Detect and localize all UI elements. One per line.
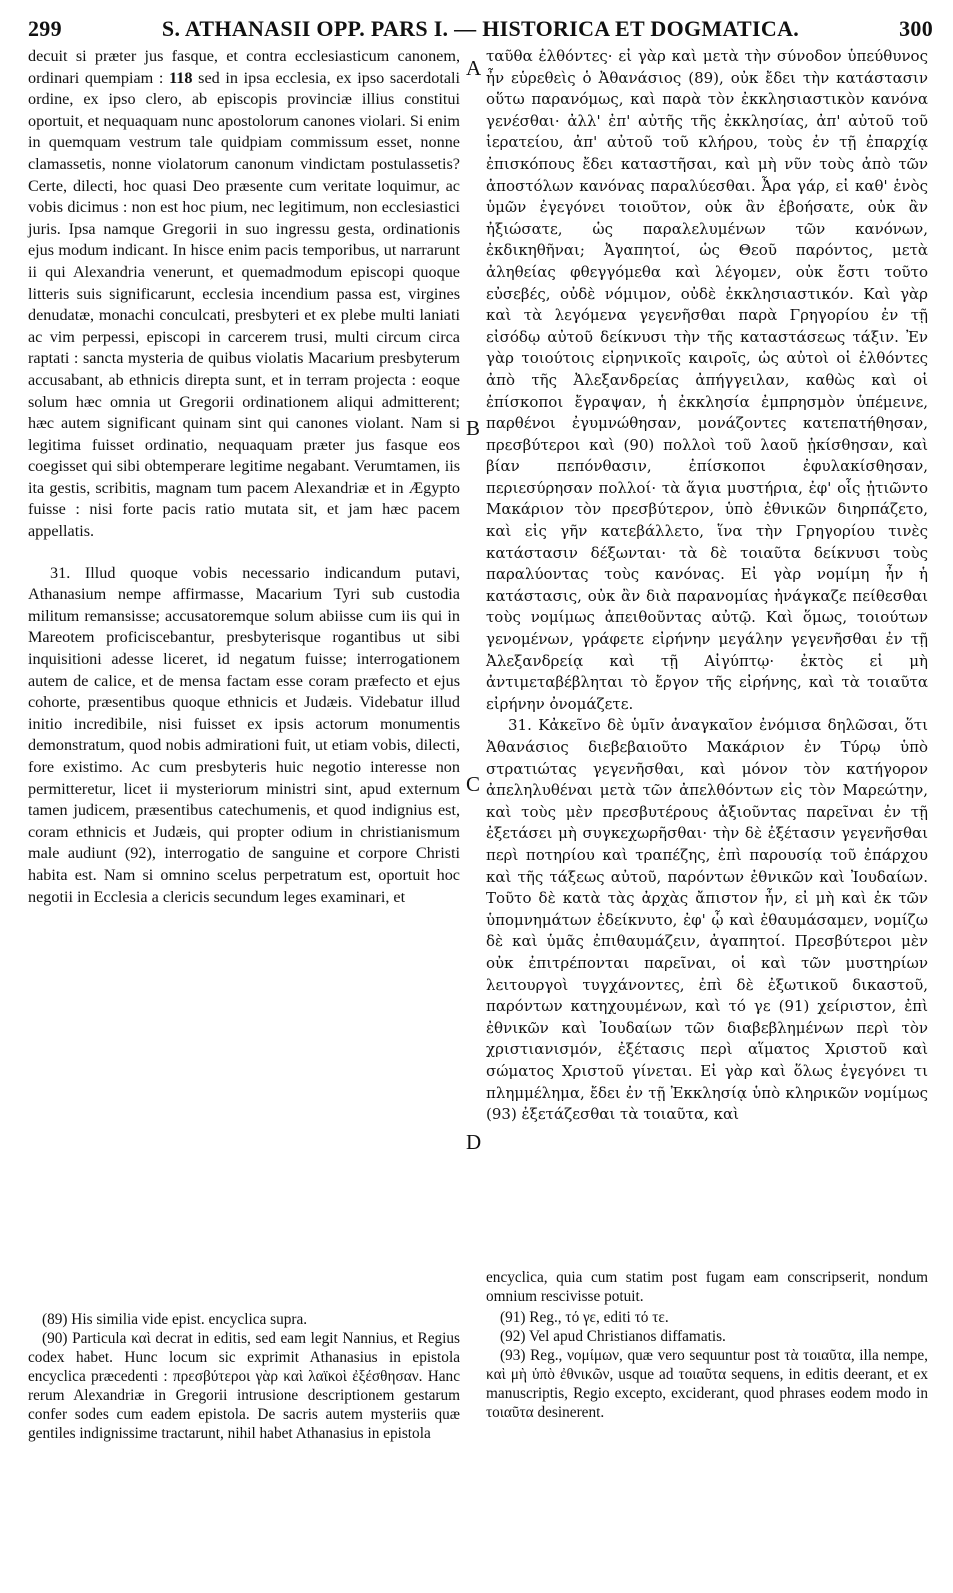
latin-paragraph-1 (28, 46, 460, 543)
margin-letter-b: B (466, 416, 481, 440)
page-title: S. ATHANASII OPP. PARS I. — HISTORICA ET DOGMATICA. (161, 16, 800, 41)
latin-paragraph-31: 31. Illud quoque vobis necessario indicandum putavi, Athanasium nempe affirmasse, Macarium Tyri sub custodia militum remansisse; accusatoremque solum abiisse cum iis qui in Mareotem proficiscebantur, presbyterisque rogantibus ut sibi inquisitioni adesse liceret, id negatum fuisse; interrogationem autem de calice, et de mensa factam esse coram præfecto et ejus cohorte, præsentibus quoque ethnicis et Judæis. Videbatur illud initio incredibile, nisi fuisset ex ipsis actorum monumentis demonstratum, quod nobis admirationi fuit, ut etiam vobis, dilecti, fore existimo. Ac cum presbyteris huic negotio interesse non permitteretur, licet ii mysteriorum ministri sint, apud externum tamen judicem, præsentibus catechumenis, et quod indignius est, coram ethnicis et Judæis, qui propter odium in christianismum male audiunt (92), interrogatio de sanguine et corpore Christi habita est. Nam si omnino scelus perpetratum est, oportuit hoc negotii in Ecclesia a clericis secundum leges examinari, et (28, 563, 460, 906)
latin-text-1b: sed in ipsa ecclesia, ex ipso sacerdotali ordine, ex ipso clero, ab episcopis provinciæ illius constitui oportuit, et nequaquam nunc apostolorum canones violari. Si enim in quemquam vestrum tale quidpiam commissum esset, nonne clamassetis, nonne violatorum canonum vindictam postulassetis? Certe, dilecti, hoc quasi Deo præsente cum veritate loquimur, ac vobis dicimus : non est hoc pium, nec legitimum, non ecclesiastici juris. Ipsa namque Gregorii in suo ingressu gesta, ordinationis ejus modum indicant. In hisce enim pacis temporibus, ut narrarunt ii qui Alexandria venerunt, et quemadmodum episcopi quoque litteris suis significarunt, ecclesia incendium passa est, virgines denudatæ, monachi conculcati, presbyteri et ex plebe multi laniati ac vim perpessi, episcopi in carcerem trusi, multi circum circa raptati : sancta mysteria de quibus violatis Macarium presbyterum accusabant, ab ethnicis direpta sunt, et in terram projecta : eoque solum hæc omnia ut Gregorii ordinationem aliqui admitterent; hæc autem significant quinam sint qui canones violant. Nam si legitima fuisset ordinatio, nequaquam præter jus fasque eos coegisset qui sibi obtemperare legitime negabant. Verumtamen, iis ita gestis, scribitis, magnam tum pacem Alexandriæ et in Ægypto fuisse : nisi forte pacis ratio mutata sit, et jam hæc pacem appellatis. (28, 68, 461, 541)
greek-footnotes (486, 1308, 928, 1422)
footnote-90: (90) Particula καὶ decrat in editis, sed eam legit Nannius, et Regius codex habet. Hunc locum sic exprimit Athanasius in epistola encyclica præcedenti : πρεσβύτεροι γὰρ καὶ λαϊκοὶ ἐξέσθησαν. Hanc rerum Alexandriæ in Gregorii intrusione descriptionem gestarum confer sodes cum eadem epistola. De sacris autem mysteriis quæ gentiles indignissime tractarunt, nihil habet Athanasius in epistola (28, 1330, 460, 1442)
page-number-left: 299 (28, 16, 62, 41)
footnote-continuation: encyclica, quia cum statim post fugam eam conscripserit, nondum omnium rescivisse potuit. (486, 1269, 928, 1305)
reference-number: 118 (169, 68, 193, 87)
footnote-91: (91) Reg., τό γε, editi τό τε. (500, 1309, 669, 1326)
page-number-right: 300 (899, 16, 933, 41)
running-header (28, 14, 933, 48)
greek-column (486, 46, 928, 1421)
greek-paragraph-31: 31. Κἀκεῖνο δὲ ὑμῖν ἀναγκαῖον ἐνόμισα δηλῶσαι, ὅτι Ἀθανάσιος διεβεβαιοῦτο Μακάριον ἐν Τύρῳ ὑπὸ στρατιώτας γεγενῆσθαι, καὶ μόνον τὸν κατήγορον ἀπεληλυθέναι μετὰ τῶν ἀπελθόντων εἰς τὸν Μαρεώτην, καὶ τοὺς μὲν πρεσβυτέρους ἀξιοῦντας παρεῖναι ἐν τῇ ἐξετάσει μὴ συγκεχωρῆσθαι· τὴν δὲ ἐξέτασιν γεγενῆσθαι περὶ ποτηρίου καὶ τραπέζης, ἐπὶ παρουσίᾳ τοῦ ἐπάρχου καὶ τῆς τάξεως αὐτοῦ, παρόντων ἐθνικῶν καὶ Ἰουδαίων. Τοῦτο δὲ κατὰ τὰς ἀρχὰς ἄπιστον ἦν, εἰ μὴ καὶ ἐκ τῶν ὑπομνημάτων ἐδείκνυτο, ἐφ' ᾧ καὶ ἐθαυμάσαμεν, νομίζω δὲ καὶ ὑμᾶς ἐπιθαυμάζειν, ἀγαπητοί. Πρεσβύτεροι μὲν οὐκ ἐπιτρέπονται παρεῖναι, οἱ καὶ τῶν μυστηρίων λειτουργοὶ τυγχάνοντες, ἐπὶ δὲ ἐξωτικοῦ δικαστοῦ, παρόντων κατηχουμένων, καὶ τό γε (91) χείριστον, ἐπὶ ἐθνικῶν καὶ Ἰουδαίων τῶν διαβεβλημένων περὶ τὸν χριστιανισμόν, ἐξέτασις περὶ αἵματος Χριστοῦ καὶ σώματος Χριστοῦ γίνεται. Εἰ γὰρ καὶ ὅλως ἐγεγόνει τι πλημμέλημα, ἔδει ἐν τῇ Ἐκκλησίᾳ ὑπὸ κληρικῶν νομίμως (93) ἐξετάζεσθαι τὰ τοιαῦτα, καὶ (486, 716, 928, 1124)
margin-letter-a: A (466, 56, 482, 80)
footnote-89: (89) His similia vide epist. encyclica supra. (42, 1311, 308, 1328)
latin-footnotes (28, 1310, 460, 1443)
margin-letter-d: D (466, 1130, 482, 1154)
footnote-92: (92) Vel apud Christianos diffamatis. (500, 1328, 726, 1345)
latin-text-1a: decuit si præter jus fasque, et contra ecclesiasticum canonem, ordinari quempiam : (28, 47, 460, 87)
greek-paragraph-1: ταῦθα ἐλθόντες· εἰ γὰρ καὶ μετὰ τὴν σύνοδον ὑπεύθυνος ἦν εὑρεθεὶς ὁ Ἀθανάσιος (89), οὐκ ἔδει τὴν κατάστασιν οὕτω παρανόμως, καὶ παρὰ τὸν ἐκκλησιαστικὸν κανόνα γενέσθαι· ἀλλ' ἐπ' αὐτῆς τῆς ἐκκλησίας, ἀπ' αὐτοῦ τοῦ ἱερατείου, ἀπ' αὐτοῦ τοῦ κλήρου, τοὺς ἐν τῇ ἐπαρχίᾳ ἐπισκόπους ἔδει καταστῆσαι, καὶ μὴ νῦν τοὺς ἀπὸ τῶν ἀποστόλων κανόνας παραλύεσθαι. Ἆρα γάρ, εἰ καθ' ἑνὸς ὑμῶν ἐγεγόνει τοιοῦτον, οὐκ ἂν ἐβοήσατε, οὐκ ἂν ἠξιώσατε, ὡς παραλελυμένων τῶν κανόνων, ἐκδικηθῆναι; Ἀγαπητοί, ὡς Θεοῦ παρόντος, μετὰ ἀληθείας φθεγγόμεθα καὶ λέγομεν, οὐκ ἔστι τοῦτο εὐσεβές, οὐδὲ νόμιμον, οὐδὲ ἐκκλησιαστικόν. Καὶ γὰρ καὶ τὰ λεγόμενα γεγενῆσθαι παρὰ Γρηγορίου ἐν τῇ εἰσόδῳ αὐτοῦ δείκνυσι τὴν τῆς καταστάσεως τάξιν. Ἐν γὰρ τοιούτοις εἰρηνικοῖς καιροῖς, ὡς αὐτοὶ οἱ ἐλθόντες ἀπὸ τῆς Ἀλεξανδρείας ἀπήγγειλαν, καθὼς καὶ οἱ ἐπίσκοποι ἔγραψαν, ἡ ἐκκλησία ἐμπρησμὸν ὑπέμεινε, παρθένοι ἐγυμνώθησαν, μονάζοντες κατεπατήθησαν, πρεσβύτεροι καὶ (90) πολλοὶ τοῦ λαοῦ ᾐκίσθησαν, καὶ βίαν πεπόνθασιν, ἐπίσκοποι ἐφυλακίσθησαν, περιεσύρησαν πολλοί· τὰ ἅγια μυστήρια, ἐφ' οἷς ᾐτιῶντο Μακάριον τὸν πρεσβύτερον, ὑπὸ ἐθνικῶν διηρπάζετο, καὶ εἰς γῆν κατεβάλλετο, ἵνα τὴν Γρηγορίου τινὲς κατάστασιν δέξωνται· τὰ δὲ τοιαῦτα δείκνυσι τοὺς παραλύοντας τοὺς κανόνας. Εἰ γὰρ νομίμη ἦν ἡ κατάστασις, οὐκ ἂν διὰ παρανομίας ἠνάγκαζε πείθεσθαι τοὺς νομίμως ἀπειθοῦντας αὐτῷ. Καὶ ὅμως, τοιούτων γενομένων, γράφετε εἰρήνην μεγάλην γεγενῆσθαι ἐν τῇ Ἀλεξανδρείᾳ καὶ τῇ Αἰγύπτῳ· ἐκτὸς εἰ μὴ ἀντιμεταβέβληται τὸ ἔργον τῆς εἰρήνης, καὶ τὰ τοιαῦτα εἰρήνην ὀνομάζετε. (486, 47, 928, 713)
latin-column (28, 46, 461, 1442)
margin-letter-c: C (466, 772, 481, 796)
footnote-93: (93) Reg., νομίμων, quæ vero sequuntur post τὰ τοιαῦτα, illa nempe, καὶ μὴ ὑπὸ ἐθνικῶν, usque ad τοιαῦτα sequens, in editis deerant, et ex manuscriptis, Regio excepto, exciderant, quod phrases eodem modo in τοιαῦτα desinerent. (486, 1347, 928, 1421)
